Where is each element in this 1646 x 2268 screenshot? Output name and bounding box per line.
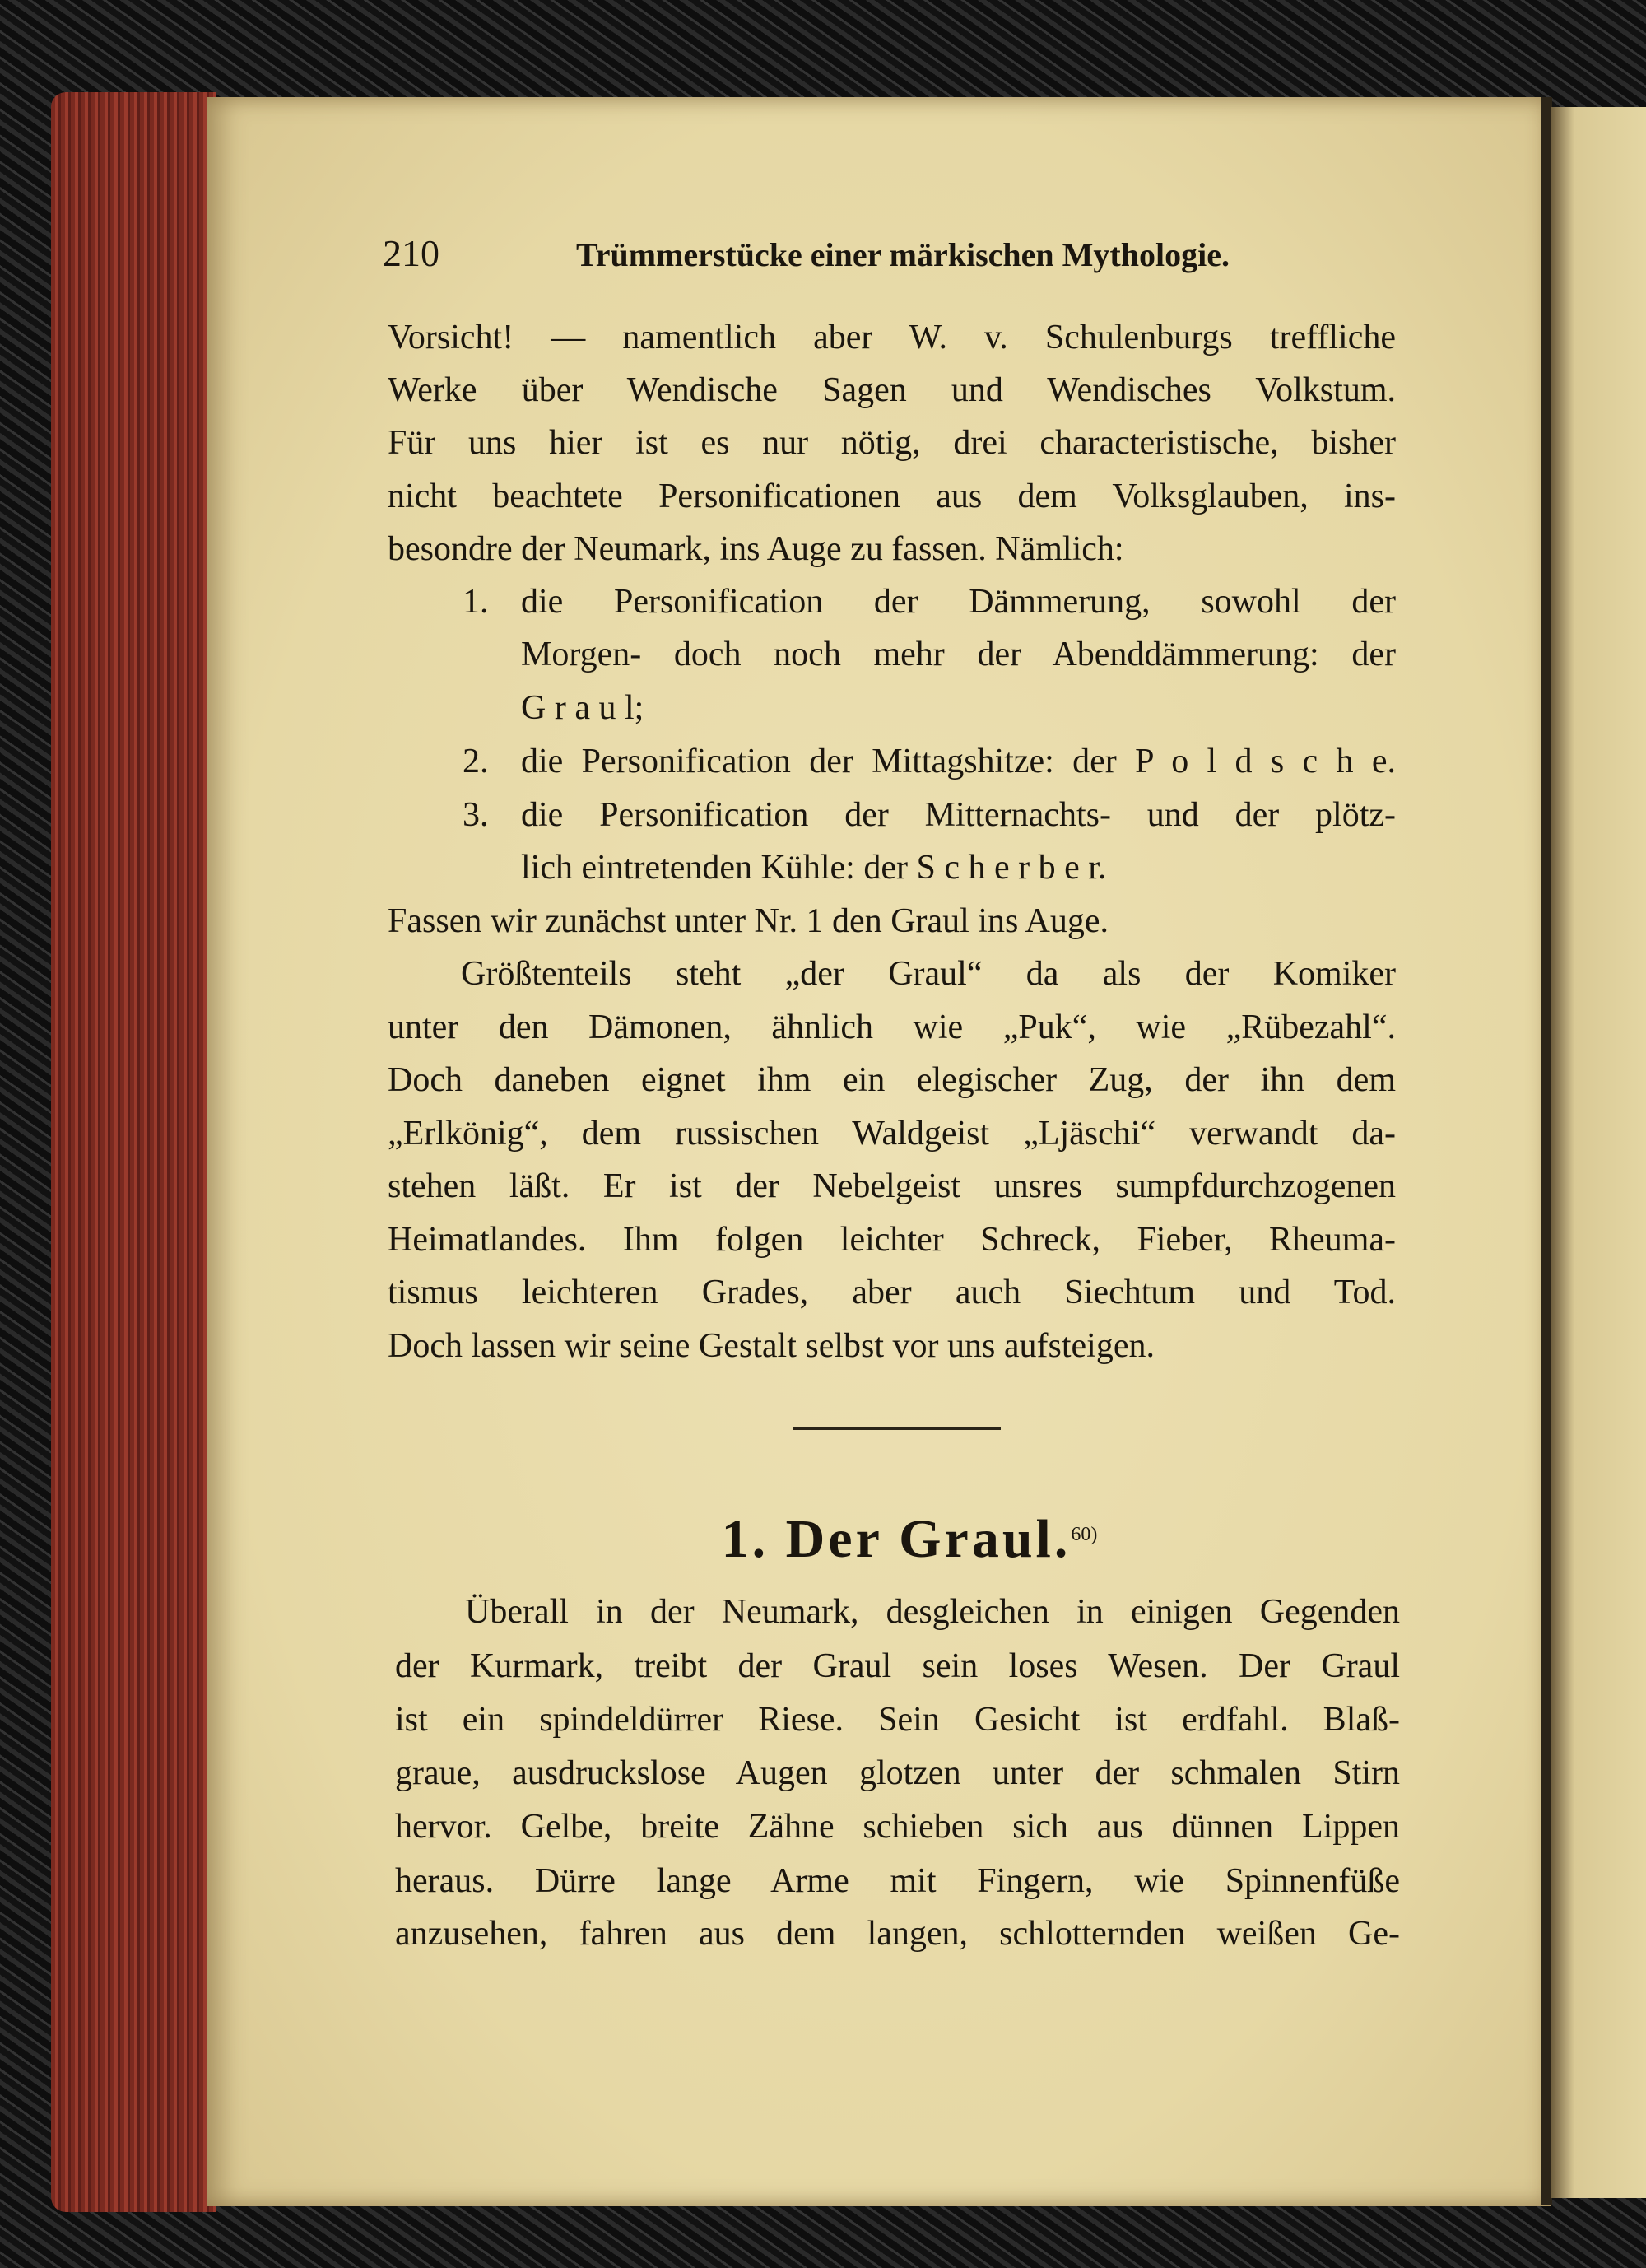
list-number: 3. xyxy=(463,796,489,834)
text-line: unter den Dämonen, ähnlich wie „Puk“, wie „Rübezahl“. xyxy=(388,1008,1396,1046)
list-number: 1. xyxy=(463,583,489,621)
text-line: ist ein spindeldürrer Riese. Sein Gesicht ist erdfahl. Blaß- xyxy=(395,1701,1400,1739)
page-number: 210 xyxy=(383,232,439,274)
section-heading-text: 1. Der Graul. xyxy=(721,1509,1072,1569)
text-line: Doch daneben eignet ihm ein elegischer Zug, der ihn dem xyxy=(388,1061,1396,1099)
facing-page-edge xyxy=(1551,107,1646,2198)
section-divider xyxy=(793,1427,1001,1430)
text-line: graue, ausdruckslose Augen glotzen unter der schmalen Stirn xyxy=(395,1754,1400,1792)
text-line: die Personification der Mitternachts- und der plötz- xyxy=(521,796,1396,834)
footnote-reference: 60) xyxy=(1071,1524,1098,1545)
text-line: der Kurmark, treibt der Graul sein loses Wesen. Der Graul xyxy=(395,1647,1400,1685)
text-line: Heimatlandes. Ihm folgen leichter Schreck, Fieber, Rheuma- xyxy=(388,1221,1396,1259)
running-title: Trümmerstücke einer märkischen Mythologie. xyxy=(576,236,1230,273)
text-line: besondre der Neumark, ins Auge zu fassen. Nämlich: xyxy=(388,530,1124,568)
text-line: Überall in der Neumark, desgleichen in einigen Gegenden xyxy=(465,1593,1400,1631)
text-line: Für uns hier ist es nur nötig, drei characteristische, bisher xyxy=(388,424,1396,462)
section-heading xyxy=(0,1507,1646,1572)
text-line: anzusehen, fahren aus dem langen, schlotternden weißen Ge- xyxy=(395,1915,1400,1953)
text-line: stehen läßt. Er ist der Nebelgeist unsres sumpfdurchzogenen xyxy=(388,1167,1396,1205)
text-line: „Erlkönig“, dem russischen Waldgeist „Ljäschi“ verwandt da- xyxy=(388,1115,1396,1153)
text-line: die Personification der Dämmerung, sowohl der xyxy=(521,583,1396,621)
text-line: Größtenteils steht „der Graul“ da als der Komiker xyxy=(461,955,1396,993)
text-line: tismus leichteren Grades, aber auch Siechtum und Tod. xyxy=(388,1274,1396,1311)
list-number: 2. xyxy=(463,743,489,780)
text-line: heraus. Dürre lange Arme mit Fingern, wie Spinnenfüße xyxy=(395,1862,1400,1900)
text-line: Morgen- doch noch mehr der Abenddämmerung: der xyxy=(521,636,1396,673)
text-line: Vorsicht! — namentlich aber W. v. Schulenburgs treffliche xyxy=(388,319,1396,356)
page-edges xyxy=(51,92,216,2212)
text-line: nicht beachtete Personificationen aus dem Volksglauben, ins- xyxy=(388,477,1396,515)
text-line: Doch lassen wir seine Gestalt selbst vor uns aufsteigen. xyxy=(388,1327,1155,1365)
text-line: Fassen wir zunächst unter Nr. 1 den Graul ins Auge. xyxy=(388,902,1109,940)
text-line: hervor. Gelbe, breite Zähne schieben sich aus dünnen Lippen xyxy=(395,1808,1400,1846)
text-line: Werke über Wendische Sagen und Wendisches Volkstum. xyxy=(388,371,1396,409)
text-line: lich eintretenden Kühle: der S c h e r b e r. xyxy=(521,849,1107,887)
text-line: die Personification der Mittagshitze: der P o l d s c h e. xyxy=(521,743,1396,780)
text-line: G r a u l; xyxy=(521,689,644,727)
